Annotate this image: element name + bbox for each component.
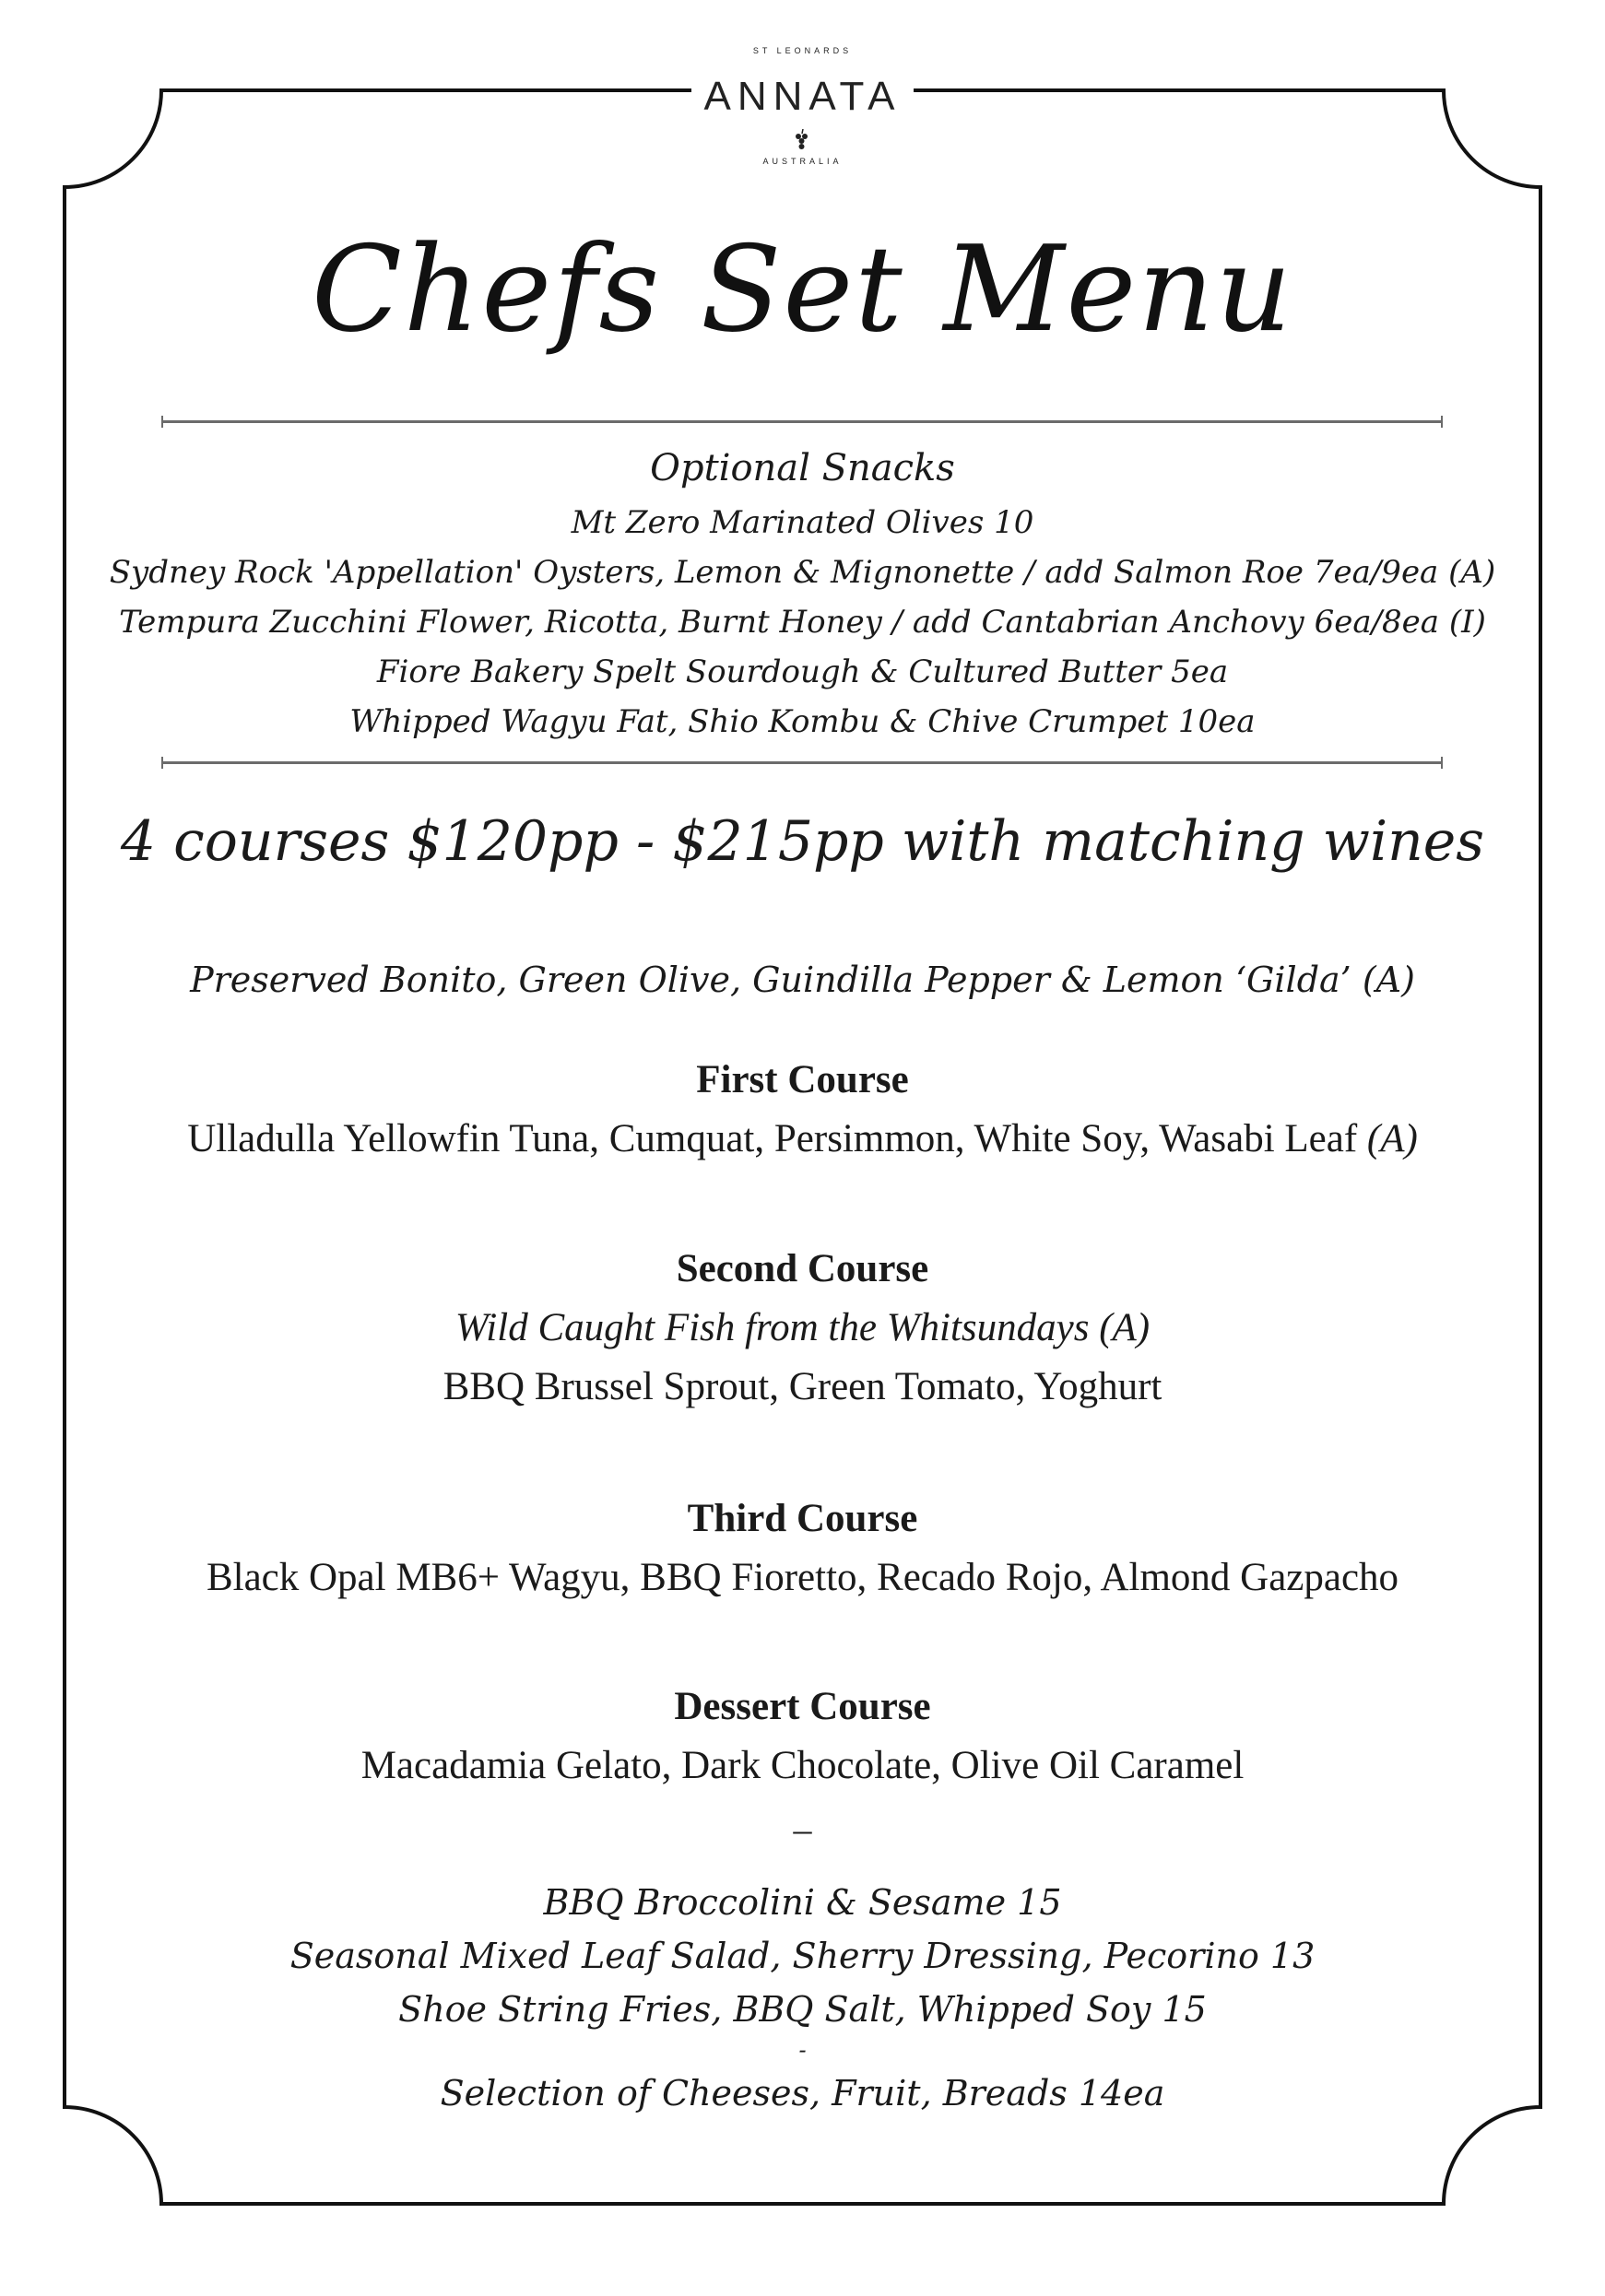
snack-item: Tempura Zucchini Flower, Ricotta, Burnt Honey / add Cantabrian Anchovy 6ea/8ea (I) [119, 604, 1486, 641]
pricing-line: 4 courses $120pp - $215pp with matching wines [120, 809, 1485, 874]
snack-item: Mt Zero Marinated Olives 10 [571, 504, 1034, 541]
side-item: BBQ Broccolini & Sesame 15 [543, 1882, 1062, 1923]
logo-location-text: ST LEONARDS [752, 46, 853, 55]
course-dish-text: Ulladulla Yellowfin Tuna, Cumquat, Persimmon, White Soy, Wasabi Leaf [187, 1117, 1358, 1160]
side-item: Seasonal Mixed Leaf Salad, Sherry Dressing, Pecorino 13 [289, 1936, 1316, 1976]
snack-item: Fiore Bakery Spelt Sourdough & Cultured Butter 5ea [376, 653, 1229, 690]
menu-title: Chefs Set Menu [311, 221, 1294, 359]
amuse-bouche: Preserved Bonito, Green Olive, Guindilla Pepper & Lemon ‘Gilda’ (A) [190, 960, 1415, 1000]
side-item: Shoe String Fries, BBQ Salt, Whipped Soy 15 [398, 1989, 1207, 2030]
divider-top [161, 420, 1443, 423]
snack-item: Sydney Rock 'Appellation' Oysters, Lemon & Mignonette / add Salmon Roe 7ea/9ea (A) [109, 554, 1496, 591]
divider-bottom [161, 761, 1443, 764]
small-separator: - [798, 2037, 807, 2063]
logo-name: ANNATA [703, 74, 902, 119]
course-heading-dessert: Dessert Course [674, 1685, 931, 1728]
snacks-heading: Optional Snacks [650, 447, 955, 489]
annata-logo [701, 37, 904, 194]
course-dish-first [0, 1110, 1605, 1169]
cheese-item: Selection of Cheeses, Fruit, Breads 14ea [440, 2073, 1165, 2113]
logo-country-text: AUSTRALIA [762, 157, 843, 166]
grape-icon [791, 129, 813, 153]
course-dish-dessert: Macadamia Gelato, Dark Chocolate, Olive Oil Caramel [360, 1744, 1245, 1787]
snack-item: Whipped Wagyu Fat, Shio Kombu & Chive Crumpet 10ea [349, 703, 1256, 740]
allergen-tag: (A) [1366, 1117, 1418, 1160]
section-separator: – [793, 1808, 812, 1850]
course-heading-first: First Course [696, 1058, 909, 1101]
course-heading-third: Third Course [687, 1497, 918, 1540]
course-dish-third: Black Opal MB6+ Wagyu, BBQ Fioretto, Recado Rojo, Almond Gazpacho [206, 1556, 1399, 1599]
course-heading-second: Second Course [676, 1247, 929, 1290]
course-dish-second: BBQ Brussel Sprout, Green Tomato, Yoghurt [443, 1365, 1162, 1408]
course-dish-second-fish: Wild Caught Fish from the Whitsundays (A) [454, 1306, 1151, 1349]
